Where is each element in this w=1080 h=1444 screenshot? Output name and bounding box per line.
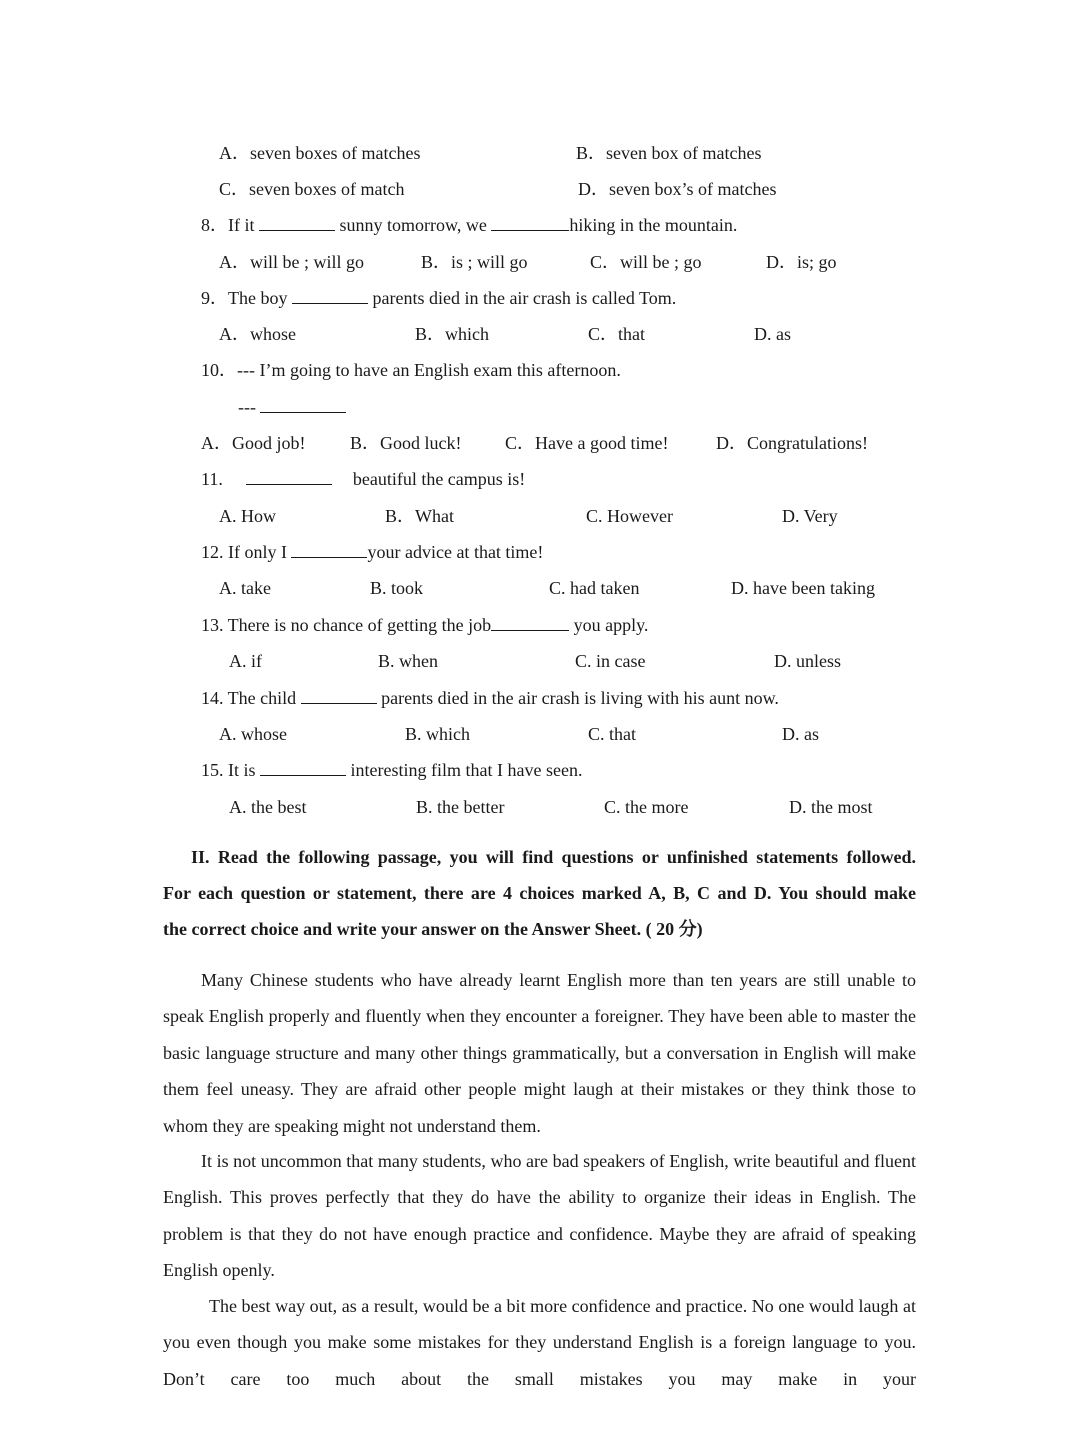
q9-blank [292,287,368,304]
q11-option-d: D. Very [782,506,838,526]
q15-stem [201,759,582,781]
q13-stem-part2: you apply. [573,615,649,635]
section-heading-line1: II. Read the following passage, you will find questions or unfinished statements followed. [191,847,916,867]
q9-stem [201,287,676,309]
q8-option-a: A．will be ; will go [219,252,364,272]
q13-stem-part1: 13. There is no chance of getting the job [201,615,492,635]
q12-stem [201,541,543,563]
q8-stem-part1: 8．If it [201,215,255,235]
q12-option-c: C. had taken [549,578,640,598]
q11-stem [201,468,525,490]
q10-reply-prefix: --- [238,397,256,417]
q11-stem-part2: beautiful the campus is! [352,469,526,489]
q11-option-b: B．What [385,506,454,526]
q11-option-a: A. How [219,506,276,526]
q14-option-a: A. whose [219,724,287,744]
q8-option-b: B．is ; will go [421,252,528,272]
q10-stem: 10．--- I’m going to have an English exam this afternoon. [201,360,621,380]
q9-stem-part2: parents died in the air crash is called Tom. [372,288,677,308]
q9-option-a: A．whose [219,324,296,344]
q12-stem-part2: your advice at that time! [367,542,544,562]
q7-option-a: A．seven boxes of matches [219,143,421,163]
q10-option-b: B．Good luck! [350,433,462,453]
q8-blank-2 [491,214,569,231]
q15-option-c: C. the more [604,797,689,817]
q9-option-c: C．that [588,324,645,344]
q10-blank [260,396,346,413]
q13-option-a: A. if [229,651,262,671]
q10-option-c: C．Have a good time! [505,433,669,453]
passage-paragraph-3: The best way out, as a result, would be a bit more confidence and practice. No one would laugh at you even though you make some mistakes for they understand English is a foreign language to you. Don’t care too much about the small mistakes you may make in your [163,1296,916,1389]
q10-option-a: A．Good job! [201,433,306,453]
q10-reply [238,396,346,418]
q14-option-d: D. as [782,724,819,744]
q7-option-c: C．seven boxes of match [219,179,405,199]
q7-option-b: B．seven box of matches [576,143,762,163]
q15-option-b: B. the better [416,797,505,817]
q13-option-d: D. unless [774,651,841,671]
q14-option-c: C. that [588,724,636,744]
q10-option-d: D．Congratulations! [716,433,868,453]
passage-paragraph-2: It is not uncommon that many students, who are bad speakers of English, write beautiful and fluent English. This proves perfectly that they do have the ability to organize their ideas in English. The problem is that they do not have enough practice and confidence. Maybe they are afraid of speaking English openly. [163,1151,916,1281]
q11-blank [246,468,332,485]
q8-stem-part3: hiking in the mountain. [569,215,738,235]
q9-option-d: D. as [754,324,791,344]
q13-option-b: B. when [378,651,438,671]
section-heading-line3: the correct choice and write your answer on the Answer Sheet. ( 20 分) [163,919,703,939]
q12-blank [291,541,367,558]
q8-blank-1 [259,214,335,231]
q12-stem-part1: 12. If only I [201,542,287,562]
q14-stem-part2: parents died in the air crash is living with his aunt now. [381,688,779,708]
q7-option-d: D．seven box’s of matches [578,179,777,199]
q11-number: 11. [201,469,223,489]
q13-option-c: C. in case [575,651,646,671]
q15-blank [260,759,346,776]
q8-stem [201,214,737,236]
q15-stem-part2: interesting film that I have seen. [350,760,583,780]
q11-option-c: C. However [586,506,673,526]
q15-stem-part1: 15. It is [201,760,256,780]
q12-option-d: D. have been taking [731,578,875,598]
section-heading-line2: For each question or statement, there are 4 choices marked A, B, C and D. You should make [163,883,916,903]
q14-option-b: B. which [405,724,470,744]
q8-stem-part2: sunny tomorrow, we [339,215,487,235]
q13-blank [491,614,569,631]
q14-stem [201,687,779,709]
q9-option-b: B．which [415,324,489,344]
q9-stem-part1: 9．The boy [201,288,288,308]
q13-stem [201,614,648,636]
q12-option-a: A. take [219,578,271,598]
q8-option-c: C．will be ; go [590,252,702,272]
q15-option-a: A. the best [229,797,307,817]
q14-blank [301,687,377,704]
q14-stem-part1: 14. The child [201,688,297,708]
q8-option-d: D．is; go [766,252,837,272]
q15-option-d: D. the most [789,797,873,817]
passage-paragraph-1: Many Chinese students who have already learnt English more than ten years are still unable to speak English properly and fluently when they encounter a foreigner. They have been able to master the basic language structure and many other things grammatically, but a conversation in English will make them feel uneasy. They are afraid other people might laugh at their mistakes or they think those to whom they are speaking might not understand them. [163,970,916,1136]
q12-option-b: B. took [370,578,424,598]
